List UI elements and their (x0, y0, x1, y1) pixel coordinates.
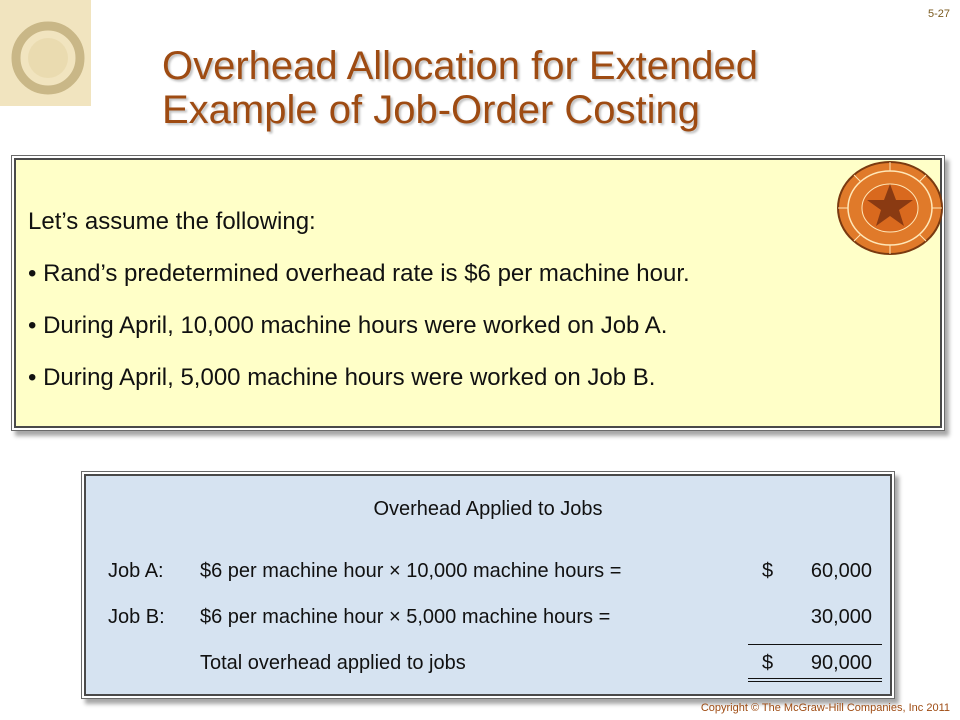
row-description: $6 per machine hour × 5,000 machine hours = (200, 606, 611, 628)
row-amount: 60,000 (810, 560, 872, 582)
table-title: Overhead Applied to Jobs (373, 498, 603, 520)
total-double-rule-top (748, 678, 882, 679)
star-badge-icon (836, 160, 944, 256)
row-amount: 30,000 (810, 606, 872, 628)
assumptions-box (14, 158, 942, 428)
row-description: $6 per machine hour × 10,000 machine hours = (200, 560, 622, 582)
assumptions-intro: Let’s assume the following: (28, 208, 316, 235)
total-amount: 90,000 (810, 652, 872, 674)
assumption-item: • During April, 10,000 machine hours were worked on Job A. (28, 312, 668, 339)
slide-number: 5-27 (927, 8, 950, 20)
title-line-2: Example of Job-Order Costing (162, 88, 701, 132)
overhead-applied-table (84, 474, 892, 696)
total-description: Total overhead applied to jobs (200, 652, 466, 674)
copyright-notice: Copyright © The McGraw-Hill Companies, Inc 2011 (700, 702, 950, 714)
logo-ring-icon (0, 0, 91, 106)
row-label: Job B: (108, 606, 165, 628)
assumption-item: • During April, 5,000 machine hours were worked on Job B. (28, 364, 656, 391)
total-currency: $ (762, 652, 774, 674)
publisher-logo (0, 0, 91, 106)
slide-title (162, 44, 862, 132)
title-line-1: Overhead Allocation for Extended (162, 44, 758, 88)
assumption-item: • Rand’s predetermined overhead rate is $6 per machine hour. (28, 260, 690, 287)
row-label: Job A: (108, 560, 164, 582)
total-double-rule-bottom (748, 681, 882, 682)
row-currency: $ (762, 560, 774, 582)
subtotal-rule (748, 644, 882, 645)
